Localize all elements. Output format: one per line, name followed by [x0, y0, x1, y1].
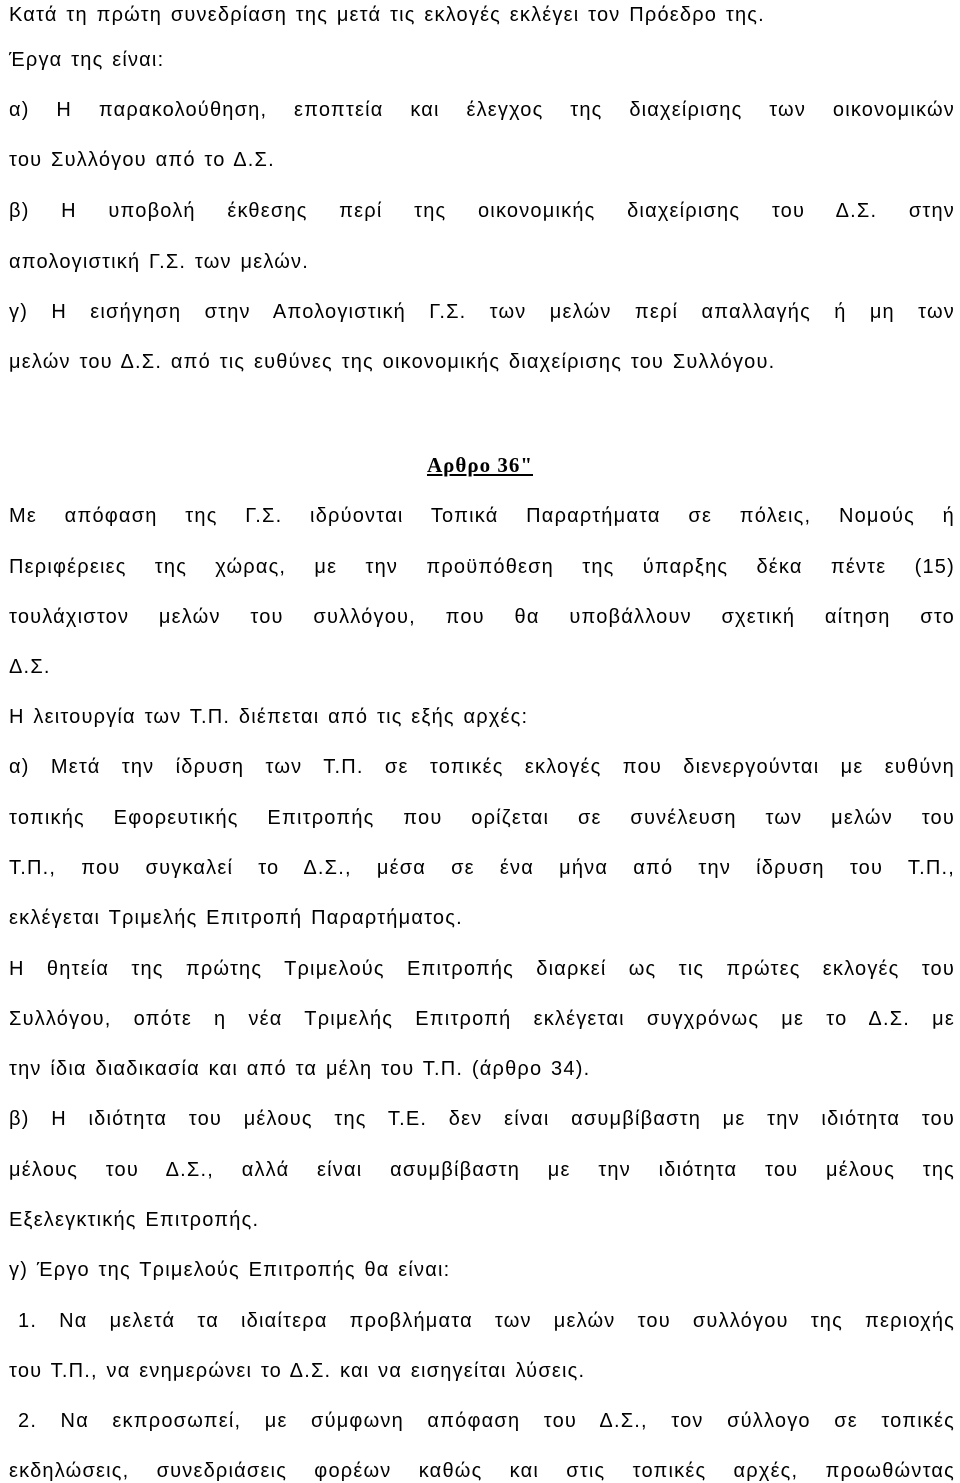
- text-line: Συλλόγου, οπότε η νέα Τριμελής Επιτροπή εκλέγεται συγχρόνως με το Δ.Σ. με: [9, 1008, 955, 1030]
- text-line: Έργα της είναι:: [9, 49, 165, 71]
- text-line: τοπικής Εφορευτικής Επιτροπής που ορίζεται σε συνέλευση των μελών του: [9, 807, 955, 829]
- text-line: Κατά τη πρώτη συνεδρίαση της μετά τις εκλογές εκλέγει τον Πρόεδρο της.: [9, 4, 765, 26]
- text-line: γ) Η εισήγηση στην Απολογιστική Γ.Σ. των μελών περί απαλλαγής ή μη των: [9, 301, 955, 323]
- text-line: α) Μετά την ίδρυση των Τ.Π. σε τοπικές εκλογές που διενεργούνται με ευθύνη: [9, 756, 955, 778]
- article-heading: Αρθρο 36": [426, 453, 533, 477]
- text-line: Εξελεγκτικής Επιτροπής.: [9, 1209, 260, 1231]
- list-item: 2. Να εκπροσωπεί, με σύμφωνη απόφαση του Δ.Σ., τον σύλλογο σε τοπικές: [18, 1410, 955, 1432]
- text-line: μέλους του Δ.Σ., αλλά είναι ασυμβίβαστη με την ιδιότητα του μέλους της: [9, 1159, 955, 1181]
- text-line: Δ.Σ.: [9, 656, 51, 678]
- text-line: Τ.Π., που συγκαλεί το Δ.Σ., μέσα σε ένα μήνα από την ίδρυση του Τ.Π.,: [9, 857, 955, 879]
- text-line: Η θητεία της πρώτης Τριμελούς Επιτροπής διαρκεί ως τις πρώτες εκλογές του: [9, 958, 955, 980]
- text-line: του Τ.Π., να ενημερώνει το Δ.Σ. και να εισηγείται λύσεις.: [9, 1360, 586, 1382]
- text-line: α) Η παρακολούθηση, εποπτεία και έλεγχος της διαχείρισης των οικονομικών: [9, 99, 955, 121]
- text-line: εκλέγεται Τριμελής Επιτροπή Παραρτήματος.: [9, 907, 463, 929]
- text-line: μελών του Δ.Σ. από τις ευθύνες της οικονομικής διαχείρισης του Συλλόγου.: [9, 351, 776, 373]
- list-item: 1. Να μελετά τα ιδιαίτερα προβλήματα των μελών του συλλόγου της περιοχής: [18, 1310, 955, 1332]
- text-line: β) Η ιδιότητα του μέλους της Τ.Ε. δεν είναι ασυμβίβαστη με την ιδιότητα του: [9, 1108, 955, 1130]
- text-line: Περιφέρειες της χώρας, με την προϋπόθεση της ύπαρξης δέκα πέντε (15): [9, 556, 955, 578]
- text-line: απολογιστική Γ.Σ. των μελών.: [9, 251, 310, 273]
- text-line: Με απόφαση της Γ.Σ. ιδρύονται Τοπικά Παραρτήματα σε πόλεις, Νομούς ή: [9, 505, 955, 527]
- text-line: την ίδια διαδικασία και από τα μέλη του Τ.Π. (άρθρο 34).: [9, 1058, 591, 1080]
- text-line: β) Η υποβολή έκθεσης περί της οικονομικής διαχείρισης του Δ.Σ. στην: [9, 200, 955, 222]
- text-line: Η λειτουργία των Τ.Π. διέπεται από τις εξής αρχές:: [9, 706, 529, 728]
- text-line: του Συλλόγου από το Δ.Σ.: [9, 149, 275, 171]
- text-line: γ) Έργο της Τριμελούς Επιτροπής θα είναι:: [9, 1259, 451, 1281]
- text-line: τουλάχιστον μελών του συλλόγου, που θα υποβάλλουν σχετική αίτηση στο: [9, 606, 955, 628]
- text-line: εκδηλώσεις, συνεδριάσεις φορέων καθώς και στις τοπικές αρχές, προωθώντας: [9, 1460, 955, 1482]
